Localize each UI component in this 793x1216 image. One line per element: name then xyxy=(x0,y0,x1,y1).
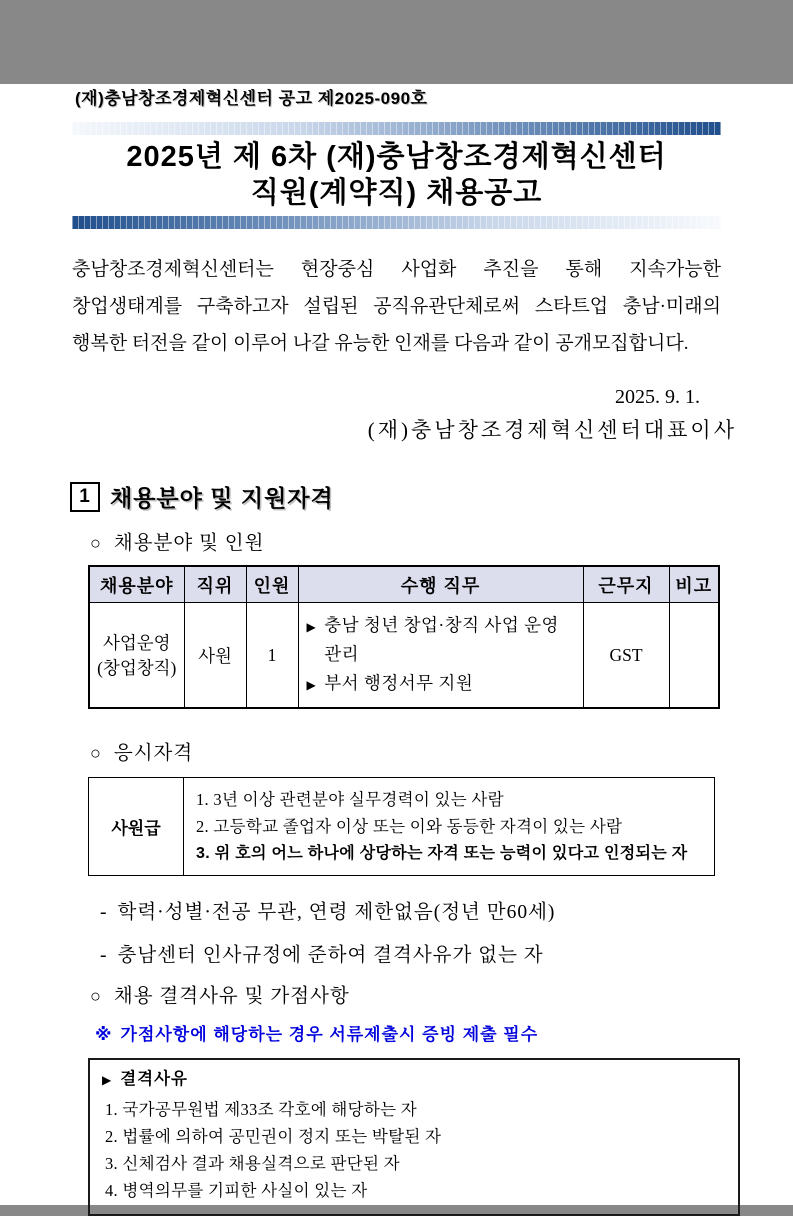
cell-position: 사원 xyxy=(184,603,246,709)
section1-number-box: 1 xyxy=(70,482,100,512)
announcement-date: 2025. 9. 1. xyxy=(615,386,700,408)
disqualification-item: 1. 국가공무원법 제33조 각호에 해당하는 자 xyxy=(105,1100,418,1119)
title-bottom-bar xyxy=(72,216,721,229)
qualification-item: 2. 고등학교 졸업자 이상 또는 이와 동등한 자격이 있는 사람 xyxy=(196,817,623,836)
disqualification-item: 2. 법률에 의하여 공민권이 정지 또는 박탈된 자 xyxy=(105,1127,442,1146)
qualification-item: 1. 3년 이상 관련분야 실무경력이 있는 사람 xyxy=(196,790,504,809)
column-header-count: 인원 xyxy=(246,566,298,603)
title-block xyxy=(72,122,721,229)
circle-bullet-icon: ○ xyxy=(90,743,102,763)
condition-text: 충남센터 인사규정에 준하여 결격사유가 없는 자 xyxy=(117,945,544,966)
condition-text: 학력·성별·전공 무관, 연령 제한없음(정년 만60세) xyxy=(117,902,556,923)
duty-line xyxy=(307,669,575,700)
disqualification-title-text: 결격사유 xyxy=(120,1070,188,1088)
signer: (재)충남창조경제혁신센터대표이사 xyxy=(367,418,737,442)
cell-note xyxy=(669,603,719,709)
duty-text: 부서 행정서무 지원 xyxy=(324,672,474,693)
cell-field-line2: (창업창직) xyxy=(97,658,177,678)
cell-count: 1 xyxy=(246,603,298,709)
disqualification-item: 3. 신체검사 결과 채용실격으로 판단된 자 xyxy=(105,1154,400,1173)
qualification-item: 3. 위 호의 어느 하나에 상당하는 자격 또는 능력이 있다고 인정되는 자 xyxy=(196,845,688,862)
circle-bullet-icon: ○ xyxy=(90,986,102,1006)
dash-bullet-icon: - xyxy=(100,902,108,923)
subsection-eligibility xyxy=(90,737,793,765)
title-top-bar xyxy=(72,122,721,135)
disqualification-box xyxy=(88,1058,740,1216)
condition-item xyxy=(100,896,793,924)
qualification-row xyxy=(89,778,715,876)
qualification-grade: 사원급 xyxy=(89,778,184,876)
qualification-items xyxy=(184,778,715,876)
subsection-eligibility-label: 응시자격 xyxy=(113,743,194,764)
subsection-disqualification-label: 채용 결격사유 및 가점사항 xyxy=(113,986,350,1007)
disqualification-box-title xyxy=(102,1066,726,1094)
column-header-position: 직위 xyxy=(184,566,246,603)
cell-duties xyxy=(298,603,583,709)
subsection-recruit-field xyxy=(90,527,793,555)
cell-field-line1: 사업운영 xyxy=(102,633,171,653)
recruit-table xyxy=(88,565,720,709)
duty-line xyxy=(307,611,575,669)
column-header-note: 비고 xyxy=(669,566,719,603)
arrow-bullet-icon: ▶ xyxy=(306,619,317,634)
circle-bullet-icon: ○ xyxy=(90,533,102,553)
blue-note xyxy=(95,1020,793,1045)
document-title xyxy=(72,137,721,213)
condition-item xyxy=(100,939,793,967)
arrow-bullet-icon: ▶ xyxy=(102,1073,113,1087)
document-title-line1: 2025년 제 6차 (재)충남창조경제혁신센터 xyxy=(126,141,667,173)
column-header-duties: 수행 직무 xyxy=(298,566,583,603)
qualification-table xyxy=(88,777,715,876)
column-header-location: 근무지 xyxy=(583,566,669,603)
recruit-table-header-row xyxy=(89,566,719,603)
recruit-table-row xyxy=(89,603,719,709)
document-page xyxy=(0,84,793,1205)
asterisk-icon: ※ xyxy=(95,1025,113,1044)
subsection-disqualification xyxy=(90,980,793,1008)
section1-title: 채용분야 및 지원자격 xyxy=(110,485,334,511)
disqualification-item: 4. 병역의무를 기피한 사실이 있는 자 xyxy=(105,1181,368,1200)
duty-text: 충남 청년 창업·창직 사업 운영관리 xyxy=(324,614,559,664)
blue-note-text: 가점사항에 해당하는 경우 서류제출시 증빙 제출 필수 xyxy=(120,1025,539,1044)
cell-field xyxy=(89,603,184,709)
intro-paragraph: 충남창조경제혁신센터는 현장중심 사업화 추진을 통해 지속가능한 창업생태계를 구축하고자 설립된 공직유관단체로써 스타트업 충남·미래의 행복한 터전을 같이 이루어 나갈 유능한 인재를 다음과 같이 공개모집합니다. xyxy=(72,259,721,354)
subsection-recruit-field-label: 채용분야 및 인원 xyxy=(113,533,265,554)
column-header-field: 채용분야 xyxy=(89,566,184,603)
document-title-line2: 직원(계약직) 채용공고 xyxy=(250,177,543,209)
notice-number: (재)충남창조경제혁신센터 공고 제2025-090호 xyxy=(75,89,428,108)
cell-location: GST xyxy=(583,603,669,709)
section1-heading xyxy=(70,480,793,513)
dash-bullet-icon: - xyxy=(100,945,108,966)
arrow-bullet-icon: ▶ xyxy=(306,677,317,692)
